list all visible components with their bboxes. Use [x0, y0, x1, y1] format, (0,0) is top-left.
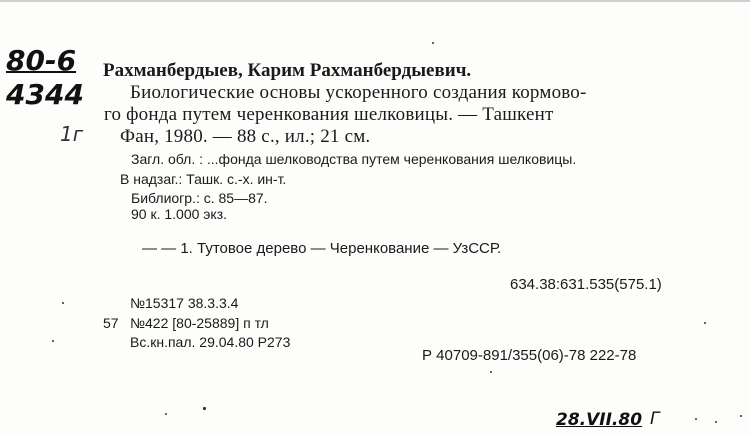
- title-line-1: Биологические основы ускоренного создания кормово-: [130, 82, 587, 103]
- speck: [432, 42, 434, 44]
- handwritten-shelfmark-top: 80-6: [6, 44, 77, 77]
- speck: [490, 371, 492, 373]
- speck: [165, 413, 167, 415]
- speck: [704, 322, 706, 324]
- speck: [715, 421, 717, 423]
- imprint-line: Фан, 1980. — 88 с., ил.; 21 см.: [120, 126, 371, 147]
- handwritten-side-mark: 1г: [60, 122, 84, 146]
- note-above-title: В надзаг.: Ташк. с.-х. ин-т.: [120, 171, 287, 187]
- author-heading: Рахманбердыев, Карим Рахманбердыевич.: [103, 60, 472, 81]
- speck: [695, 418, 697, 420]
- handwritten-date-suffix: Г: [650, 409, 660, 429]
- note-price-copies: 90 к. 1.000 экз.: [131, 206, 228, 222]
- registry-number: №15317 38.3.3.4: [130, 295, 239, 311]
- speck: [62, 302, 64, 304]
- title-line-2: го фонда путем черенкования шелковицы. — Ташкент: [104, 104, 554, 125]
- note-cover-title: Загл. обл. : ...фонда шелководства путем черенкования шелковицы.: [131, 151, 577, 167]
- speck: [52, 340, 54, 342]
- card-top-edge: [0, 0, 750, 2]
- subject-tracing: — — 1. Тутовое дерево — Черенкование — УзССР.: [142, 240, 502, 257]
- handwritten-date: 28.VII.80: [556, 410, 643, 430]
- bbk-code: Р 40709-891/355(06)-78 222-78: [422, 347, 637, 364]
- speck: [203, 407, 206, 410]
- registry-chamber: Вс.кн.пал. 29.04.80 Р273: [130, 334, 291, 350]
- registry-order: №422 [80-25889] п тл: [130, 315, 269, 331]
- registry-prefix: 57: [103, 315, 119, 331]
- speck: [740, 415, 742, 417]
- udc-index: 634.38:631.535(575.1): [510, 276, 662, 293]
- note-bibliography: Библиогр.: с. 85—87.: [131, 190, 268, 206]
- handwritten-shelfmark-bottom: 4344: [6, 78, 84, 111]
